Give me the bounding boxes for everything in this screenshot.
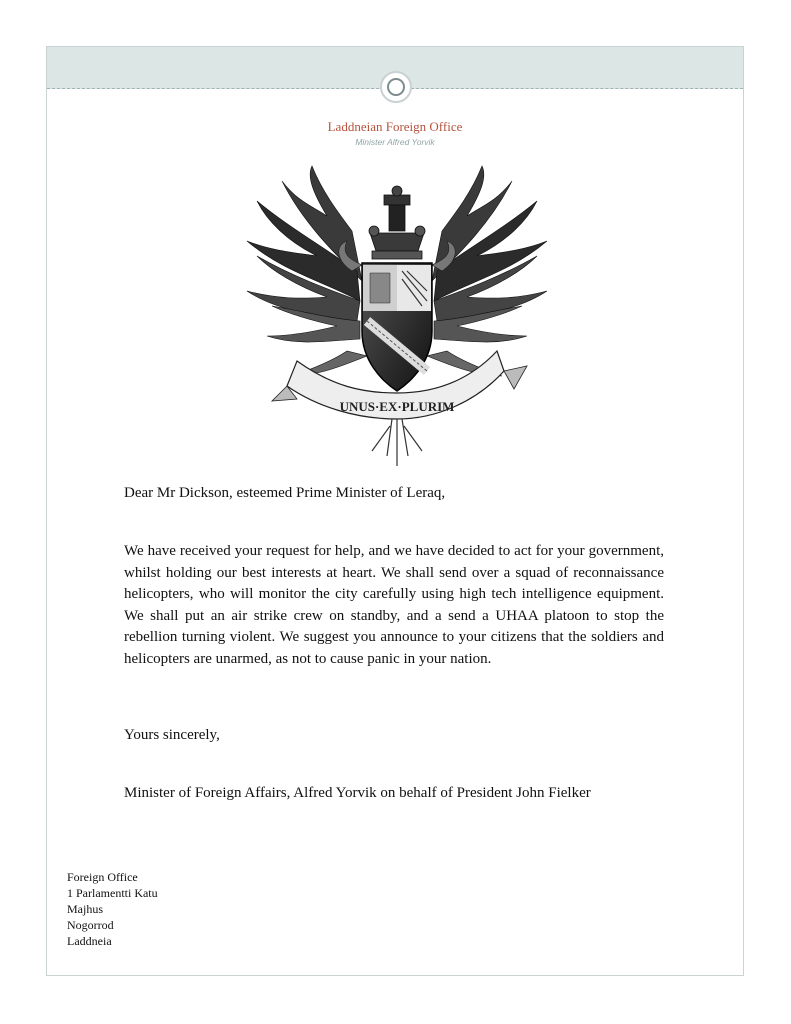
minister-subtitle: Minister Alfred Yorvik <box>355 137 435 147</box>
office-title: Laddneian Foreign Office <box>327 119 463 134</box>
address-line: 1 Parlamentti Katu <box>67 886 158 900</box>
letter-closing: Yours sincerely, <box>124 727 220 743</box>
address-line: Laddneia <box>67 934 112 948</box>
letter-body: We have received your request for help, and we have decided to act for your government, whilst holding our best interests at heart. We shall send over a squad of reconnaissance helicopters, who will monitor the city carefully using high tech intelligence equipment. We shall put an air strike crew on standby, and a send a UHAA platoon to stop the rebellion turning violent. We suggest you announce to your citizens that the soldiers and helicopters are unarmed, as not to cause panic in your nation. <box>124 543 664 667</box>
right-wing <box>427 166 547 376</box>
winged-crest-emblem <box>242 161 552 473</box>
letter-page <box>46 46 744 976</box>
address-line: Foreign Office <box>67 870 138 884</box>
sender-address <box>67 869 158 949</box>
crest-motto: UNUS·EX·PLURIM <box>339 399 455 414</box>
address-line: Nogorrod <box>67 918 114 932</box>
crown <box>369 186 425 259</box>
left-wing <box>247 166 367 376</box>
address-line: Majhus <box>67 902 103 916</box>
letter-salutation: Dear Mr Dickson, esteemed Prime Minister of Leraq, <box>124 485 446 501</box>
circle-ornament-icon <box>380 71 412 103</box>
shield <box>362 263 432 391</box>
letter-signature: Minister of Foreign Affairs, Alfred Yorvik on behalf of President John Fielker <box>124 785 591 801</box>
